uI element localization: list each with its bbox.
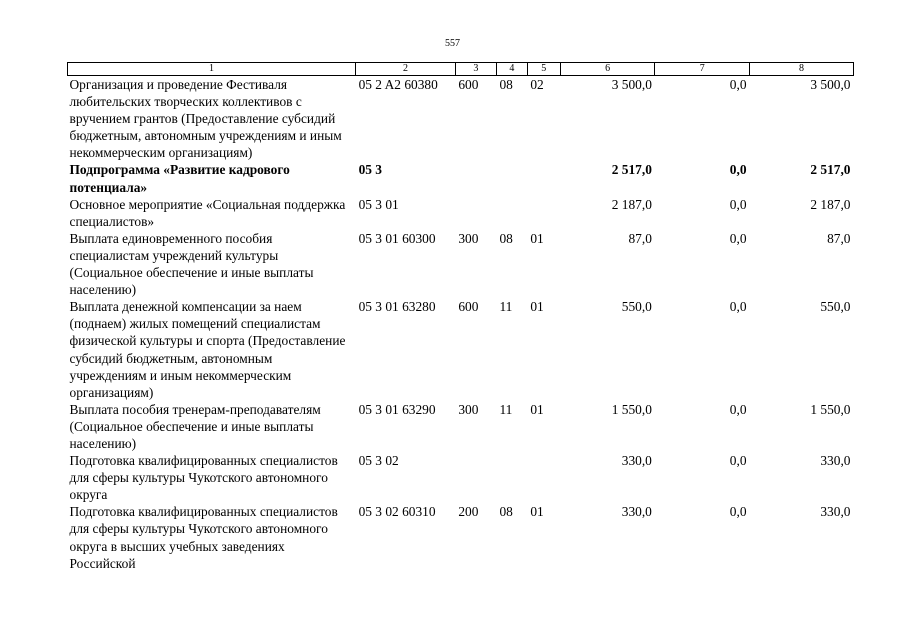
header-cell: 4 <box>496 63 527 76</box>
row-name-cell: Основное мероприятие «Социальная поддержка специалистов» <box>69 196 346 229</box>
row-amount-cell: 550,0 <box>621 299 652 315</box>
table-row <box>68 161 854 195</box>
header-cell: 2 <box>356 63 456 76</box>
row-code-cell: 05 3 <box>358 162 382 178</box>
row-vr-cell <box>455 196 496 230</box>
table-body <box>68 76 854 572</box>
row-rz-cell: 08 <box>499 230 513 246</box>
row-amount-cell: 2 187,0 <box>810 196 851 212</box>
row-rz-cell <box>496 161 527 195</box>
row-rz-cell: 08 <box>499 77 513 92</box>
row-vr-cell: 600 <box>458 77 479 92</box>
budget-table <box>67 62 854 572</box>
row-code-cell: 05 2 A2 60380 <box>358 77 438 92</box>
row-vr-cell: 300 <box>458 401 479 417</box>
table-header <box>68 63 854 76</box>
header-row <box>68 63 854 76</box>
page-number: 557 <box>445 38 460 49</box>
row-rz-cell: 08 <box>499 504 513 520</box>
row-name-cell: Подготовка квалифицированных специалистов для сферы культуры Чукотского автономного округа в высших учебных заведениях Российской <box>69 504 338 571</box>
header-cell: 7 <box>655 63 750 76</box>
row-amount-cell: 330,0 <box>820 453 851 469</box>
row-name-cell: Организация и проведение Фестиваля любительских творческих коллективов с вручением грантов (Предоставление субсидий бюджетным, автономным учреждениям и иным некоммерческим организациям) <box>69 77 342 161</box>
row-code-cell: 05 3 01 63280 <box>358 299 436 315</box>
row-amount-cell: 2 517,0 <box>611 162 652 178</box>
row-name-cell: Выплата пособия тренерам-преподавателям (Социальное обеспечение и иные выплаты населению) <box>69 401 321 451</box>
row-amount-cell: 0,0 <box>729 162 747 178</box>
row-amount-cell: 0,0 <box>729 453 747 469</box>
row-code-cell: 05 3 01 <box>358 196 399 212</box>
row-pr-cell: 01 <box>530 299 544 315</box>
row-amount-cell: 87,0 <box>827 230 851 246</box>
table-row <box>68 401 854 452</box>
row-pr-cell <box>527 452 560 503</box>
row-vr-cell: 600 <box>458 299 479 315</box>
row-amount-cell: 3 500,0 <box>810 77 851 92</box>
row-amount-cell: 0,0 <box>729 299 747 315</box>
header-cell: 3 <box>455 63 496 76</box>
row-pr-cell: 01 <box>530 504 544 520</box>
row-amount-cell: 0,0 <box>729 77 747 92</box>
row-amount-cell: 0,0 <box>729 230 747 246</box>
table-row <box>68 298 854 401</box>
row-amount-cell: 0,0 <box>729 196 747 212</box>
header-cell: 6 <box>560 63 655 76</box>
row-amount-cell: 2 187,0 <box>611 196 652 212</box>
row-code-cell: 05 3 02 60310 <box>358 504 436 520</box>
row-pr-cell <box>527 161 560 195</box>
row-amount-cell: 330,0 <box>621 504 652 520</box>
header-cell: 1 <box>68 63 356 76</box>
table-row <box>68 230 854 298</box>
row-vr-cell <box>455 452 496 503</box>
row-amount-cell: 1 550,0 <box>611 401 652 417</box>
table-row <box>68 452 854 503</box>
row-amount-cell: 330,0 <box>820 504 851 520</box>
header-cell: 5 <box>527 63 560 76</box>
row-name-cell: Подпрограмма «Развитие кадрового потенциала» <box>69 162 290 195</box>
row-amount-cell: 550,0 <box>820 299 851 315</box>
row-rz-cell <box>496 452 527 503</box>
row-pr-cell: 01 <box>530 230 544 246</box>
row-amount-cell: 87,0 <box>628 230 652 246</box>
row-rz-cell <box>496 196 527 230</box>
row-vr-cell <box>455 161 496 195</box>
row-rz-cell: 11 <box>499 401 513 417</box>
row-amount-cell: 3 500,0 <box>611 77 652 92</box>
row-name-cell: Выплата денежной компенсации за наем (поднаем) жилых помещений специалистам физической культуры и спорта (Предоставление субсидий бюджетным, автономным учреждениям и иным некоммерческим организациям) <box>69 299 346 400</box>
row-pr-cell: 02 <box>530 77 544 92</box>
header-cell: 8 <box>750 63 854 76</box>
row-amount-cell: 0,0 <box>729 401 747 417</box>
row-amount-cell: 1 550,0 <box>810 401 851 417</box>
table-row <box>68 76 854 162</box>
row-code-cell: 05 3 02 <box>358 453 399 469</box>
table-row <box>68 503 854 571</box>
row-code-cell: 05 3 01 63290 <box>358 401 436 417</box>
row-name-cell: Подготовка квалифицированных специалистов для сферы культуры Чукотского автономного округа <box>69 453 338 503</box>
row-rz-cell: 11 <box>499 299 513 315</box>
row-vr-cell: 300 <box>458 230 479 246</box>
table-row <box>68 196 854 230</box>
row-pr-cell <box>527 196 560 230</box>
row-amount-cell: 0,0 <box>729 504 747 520</box>
row-vr-cell: 200 <box>458 504 479 520</box>
row-name-cell: Выплата единовременного пособия специалистам учреждений культуры (Социальное обеспечение и иные выплаты населению) <box>69 230 314 298</box>
row-amount-cell: 2 517,0 <box>810 162 851 178</box>
row-code-cell: 05 3 01 60300 <box>358 230 436 246</box>
row-amount-cell: 330,0 <box>621 453 652 469</box>
row-pr-cell: 01 <box>530 401 544 417</box>
